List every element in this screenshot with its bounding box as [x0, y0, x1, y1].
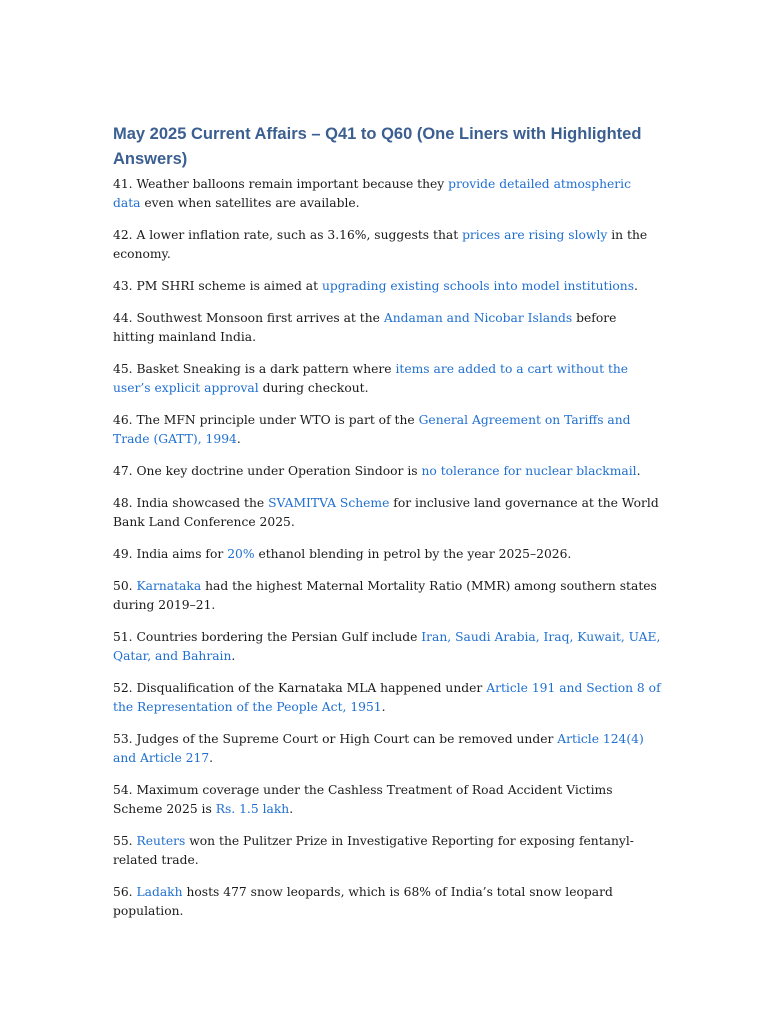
list-item-42: [113, 226, 661, 264]
item-text: 51. Countries bordering the Persian Gulf include: [113, 630, 422, 644]
item-text: had the highest Maternal Mortality Ratio (MMR) among southern states during 2019–21.: [113, 579, 657, 612]
highlighted-answer: no tolerance for nuclear blackmail: [421, 464, 637, 478]
list-item-46: [113, 411, 661, 449]
list-item-44: [113, 309, 661, 347]
item-text: 46. The MFN principle under WTO is part of the: [113, 413, 419, 427]
item-text: .: [636, 464, 641, 478]
item-text: 45. Basket Sneaking is a dark pattern where: [113, 362, 396, 376]
highlighted-answer: 20%: [227, 547, 255, 561]
item-text: in the economy.: [113, 228, 648, 261]
list-item-43: [113, 277, 661, 296]
item-text: 54. Maximum coverage under the Cashless Treatment of Road Accident Victims Scheme 2025 is: [113, 783, 613, 816]
item-text: even when satellites are available.: [140, 196, 360, 210]
list-item-48: [113, 494, 661, 532]
highlighted-answer: Karnataka: [136, 579, 202, 593]
highlighted-answer: Reuters: [136, 834, 186, 848]
item-text: .: [289, 802, 294, 816]
list-item-45: [113, 360, 661, 398]
item-text: 44. Southwest Monsoon first arrives at the: [113, 311, 384, 325]
item-text: 48. India showcased the: [113, 496, 269, 510]
item-text: 55.: [113, 834, 137, 848]
highlighted-answer: Article 124(4) and Article 217: [113, 732, 644, 765]
list-item-56: [113, 883, 661, 921]
item-text: for inclusive land governance at the World Bank Land Conference 2025.: [113, 496, 659, 529]
item-text: 50.: [113, 579, 137, 593]
item-text: before hitting mainland India.: [113, 311, 617, 344]
item-text: .: [236, 432, 241, 446]
highlighted-answer: SVAMITVA Scheme: [268, 496, 390, 510]
highlighted-answer: items are added to a cart without the user’s explicit approval: [113, 362, 629, 395]
list-item-47: [113, 462, 661, 481]
list-item-52: [113, 679, 661, 717]
item-text: .: [209, 751, 214, 765]
item-text: 52. Disqualification of the Karnataka MLA happened under: [113, 681, 487, 695]
item-text: 47. One key doctrine under Operation Sindoor is: [113, 464, 422, 478]
highlighted-answer: upgrading existing schools into model institutions: [321, 279, 635, 293]
list-item-50: [113, 577, 661, 615]
item-text: .: [231, 649, 236, 663]
highlighted-answer: Andaman and Nicobar Islands: [383, 311, 573, 325]
highlighted-answer: Ladakh: [136, 885, 183, 899]
list-item-53: [113, 730, 661, 768]
highlighted-answer: prices are rising slowly: [462, 228, 608, 242]
item-text: 49. India aims for: [113, 547, 228, 561]
list-item-54: [113, 781, 661, 819]
document-title: May 2025 Current Affairs – Q41 to Q60 (One Liners with Highlighted Answers): [113, 125, 642, 168]
list-item-49: [113, 545, 661, 564]
list-item-55: [113, 832, 661, 870]
item-text: .: [381, 700, 386, 714]
item-text: 53. Judges of the Supreme Court or High Court can be removed under: [113, 732, 558, 746]
item-text: during checkout.: [258, 381, 369, 395]
item-text: 42. A lower inflation rate, such as 3.16%, suggests that: [113, 228, 463, 242]
highlighted-answer: General Agreement on Tariffs and Trade (GATT), 1994: [113, 413, 631, 446]
highlighted-answer: Rs. 1.5 lakh: [215, 802, 290, 816]
highlighted-answer: Article 191 and Section 8 of the Representation of the People Act, 1951: [113, 681, 661, 714]
list-item-51: [113, 628, 661, 666]
highlighted-answer: Iran, Saudi Arabia, Iraq, Kuwait, UAE, Qatar, and Bahrain: [113, 630, 661, 663]
highlighted-answer: provide detailed atmospheric data: [113, 177, 631, 210]
item-text: hosts 477 snow leopards, which is 68% of India’s total snow leopard population.: [113, 885, 613, 918]
item-text: won the Pulitzer Prize in Investigative Reporting for exposing fentanyl-related trade.: [113, 834, 634, 867]
list-item-41: [113, 175, 661, 213]
item-text: .: [634, 279, 638, 293]
item-text: ethanol blending in petrol by the year 2025–2026.: [254, 547, 572, 561]
item-text: 41. Weather balloons remain important because they: [113, 177, 449, 191]
item-text: 43. PM SHRI scheme is aimed at: [113, 279, 322, 293]
document-page: [113, 122, 661, 934]
item-text: 56.: [113, 885, 137, 899]
